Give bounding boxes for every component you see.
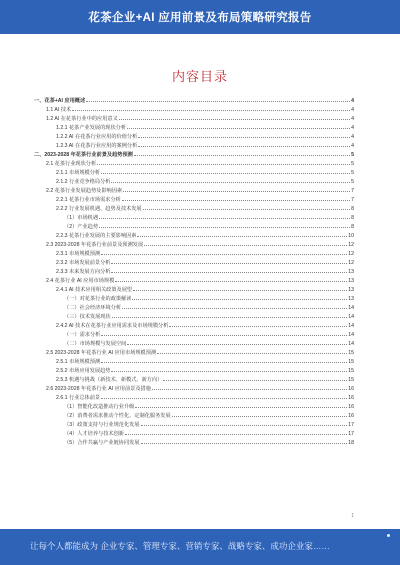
toc-entry-label: 2.4.2 AI 技术在花茶行业应用需求及市场规模分析 [56,323,169,329]
toc-dot-leader [112,317,348,318]
toc-dot-leader [152,389,347,390]
toc-entry[interactable] [34,149,354,158]
toc-entry-page: 4 [351,107,354,113]
toc-entry[interactable] [34,113,354,122]
toc-entry[interactable] [34,104,354,113]
toc-entry-label: （2）消费者需求推动个性化、定制化服务发展 [64,413,171,419]
toc-entry-label: 1.1 AI 技术 [46,107,72,113]
toc-entry[interactable] [34,365,354,374]
toc-entry-label: （1）市场机遇 [64,215,99,221]
toc-dot-leader [99,218,350,219]
toc-dot-leader [111,272,347,273]
toc-entry-label: 2.5.3 机遇与挑战（新技术、新模式、新方向） [56,377,163,383]
toc-dot-leader [135,407,347,408]
toc-entry[interactable] [34,158,354,167]
toc-entry-page: 15 [348,377,354,383]
toc-dot-leader [127,128,350,129]
toc-entry[interactable] [34,338,354,347]
toc-entry-page: 4 [351,98,354,104]
toc-entry-label: 2.6 2023-2028 年花茶行业 AI 应用前景及措施 [46,386,151,392]
toc-entry[interactable] [34,203,354,212]
toc-entry-page: 14 [348,314,354,320]
toc-entry[interactable] [34,392,354,401]
toc-dot-leader [134,155,350,156]
toc-dot-leader [101,173,350,174]
report-title: 花茶企业+AI 应用前景及布局策略研究报告 [88,12,312,24]
toc-dot-leader [144,245,347,246]
toc-entry-label: 2.5 2023-2028 年花茶行业 AI 应用市场规模预测 [46,350,157,356]
toc-entry-page: 8 [351,224,354,230]
toc-dot-leader [101,254,347,255]
toc-entry-label: 2.3.2 市场发展前景分析 [56,260,111,266]
toc-entry-label: 2.1.1 市场规模分析 [56,170,101,176]
toc-dot-leader [111,371,347,372]
toc-dot-leader [127,344,347,345]
toc-entry-page: 14 [348,341,354,347]
toc-entry-label: 2.3.1 市场规模预测 [56,251,101,257]
toc-entry[interactable] [34,230,354,239]
toc-entry[interactable] [34,383,354,392]
toc-entry-page: 12 [348,242,354,248]
table-of-contents [34,95,354,446]
toc-entry[interactable] [34,428,354,437]
toc-entry-page: 4 [351,116,354,122]
toc-entry-page: 13 [348,269,354,275]
toc-entry-label: 2.4 花茶行业 AI 应用市场规模 [46,278,115,284]
toc-entry-label: 2.5.1 市场规模预测 [56,359,101,365]
toc-entry-page: 18 [348,440,354,446]
toc-entry-page: 16 [348,404,354,410]
footer-slogan: 让每个人都能成为 企业专家、管理专家、营销专家、战略专家、成功企业家…… [30,541,330,551]
toc-entry[interactable] [34,320,354,329]
toc-entry-label: 2.2 花茶行业发展趋势及影响因素 [46,188,123,194]
toc-entry-page: 15 [348,350,354,356]
toc-dot-leader [141,425,348,426]
toc-entry-page: 10 [348,233,354,239]
toc-entry-label: （一）需求分析 [64,332,101,338]
toc-entry-page: 17 [348,422,354,428]
toc-entry[interactable] [34,356,354,365]
toc-entry-label: （4）人才培养与技术创新 [64,431,124,437]
toc-entry-label: 2.6.1 行业总体前景 [56,395,101,401]
toc-dot-leader [133,290,347,291]
toc-entry-label: 2.2.3 花茶行业发展的主要影响因素 [56,233,137,239]
toc-dot-leader [157,353,347,354]
toc-entry[interactable] [34,410,354,419]
toc-entry-page: 16 [348,413,354,419]
toc-entry-page: 7 [351,197,354,203]
toc-dot-leader [132,299,347,300]
footer-dot-icon [387,534,390,537]
toc-entry[interactable] [34,266,354,275]
page-number: 1 [351,513,354,519]
toc-entry[interactable] [34,347,354,356]
toc-dot-leader [122,200,350,201]
toc-dot-leader [141,443,348,444]
toc-entry[interactable] [34,257,354,266]
toc-entry-label: （3）政策支持与行业规范化发展 [64,422,140,428]
toc-entry-label: 1.2.1 花茶产业发展的现状分析 [56,125,127,131]
toc-entry-page: 15 [348,368,354,374]
toc-entry-label: （二）市场规模与发展空间 [64,341,127,347]
toc-entry-page: 5 [351,170,354,176]
toc-dot-leader [119,119,350,120]
toc-entry-label: 1.2.2 AI 在花茶行业应用的价值分析 [56,134,138,140]
report-header-bar [0,0,400,34]
toc-entry-label: 2.2.1 花茶行业市场需求分析 [56,197,121,203]
toc-entry[interactable] [34,185,354,194]
toc-dot-leader [111,182,350,183]
toc-entry[interactable] [34,176,354,185]
toc-entry-label: 1.2 AI 在花茶行业中的应用意义 [46,116,118,122]
toc-dot-leader [125,434,347,435]
toc-entry-page: 13 [348,278,354,284]
toc-entry-page: 13 [348,296,354,302]
toc-entry[interactable] [34,329,354,338]
toc-entry-page: 14 [348,305,354,311]
toc-entry[interactable] [34,401,354,410]
toc-entry-page: 14 [348,323,354,329]
toc-entry[interactable] [34,212,354,221]
toc-entry[interactable] [34,275,354,284]
toc-entry-page: 12 [348,251,354,257]
toc-dot-leader [138,137,350,138]
toc-dot-leader [169,326,347,327]
toc-entry[interactable] [34,311,354,320]
toc-dot-leader [122,308,347,309]
toc-entry[interactable] [34,122,354,131]
toc-entry[interactable] [34,437,354,446]
toc-entry-label: 2.4.1 AI 技术应用相关政策及展望 [56,287,133,293]
toc-entry-label: 2.2.2 行业发展机遇、趋势及技术发展 [56,206,142,212]
toc-entry-page: 17 [348,431,354,437]
toc-entry-page: 16 [348,395,354,401]
toc-entry-label: （2）产业趋势 [64,224,99,230]
toc-heading: 内容目录 [171,69,228,84]
toc-entry-page: 13 [348,287,354,293]
toc-entry-label: 2.3.3 未来发展方向分析 [56,269,111,275]
toc-dot-leader [172,416,348,417]
toc-dot-leader [111,263,347,264]
toc-entry[interactable] [34,131,354,140]
toc-dot-leader [72,110,350,111]
toc-entry-page: 4 [351,143,354,149]
toc-dot-leader [115,281,347,282]
toc-entry-page: 8 [351,206,354,212]
toc-entry-page: 14 [348,332,354,338]
toc-entry-page: 5 [351,161,354,167]
toc-entry-label: （二）社会经济环境分析 [64,305,122,311]
footer-bar [0,529,400,565]
toc-dot-leader [97,164,350,165]
toc-entry[interactable] [34,248,354,257]
toc-entry[interactable] [34,140,354,149]
toc-entry[interactable] [34,293,354,302]
toc-entry-label: （一）对花茶行业的政策解读 [64,296,132,302]
toc-dot-leader [86,101,350,102]
toc-entry-label: 一、花茶+AI 应用概述 [34,98,86,104]
toc-dot-leader [138,146,350,147]
toc-dot-leader [143,209,351,210]
toc-entry[interactable] [34,194,354,203]
toc-dot-leader [137,236,347,237]
toc-entry[interactable] [34,284,354,293]
toc-dot-leader [163,380,347,381]
toc-entry-page: 12 [348,260,354,266]
toc-dot-leader [101,398,347,399]
toc-entry-label: （5）合作共赢与产业链协同发展 [64,440,140,446]
toc-entry-page: 4 [351,125,354,131]
toc-entry-label: （三）技术发展现状 [64,314,111,320]
toc-entry-page: 8 [351,215,354,221]
toc-entry-label: 2.1.2 行业竞争格局分析 [56,179,111,185]
toc-entry-page: 5 [351,179,354,185]
toc-entry[interactable] [34,239,354,248]
toc-dot-leader [123,191,350,192]
toc-entry-page: 4 [351,134,354,140]
toc-entry-label: （1）智能化改造推动行业升级 [64,404,135,410]
toc-entry-label: 2.3 2023-2028 年花茶行业前景及预测发展 [46,242,144,248]
toc-entry-label: 二、2023-2028 年花茶行业前景及趋势预测 [34,152,133,158]
toc-entry-page: 7 [351,188,354,194]
toc-entry-page: 15 [348,359,354,365]
toc-entry-label: 2.1 花茶行业现状分析 [46,161,97,167]
toc-entry-page: 16 [348,386,354,392]
toc-entry[interactable] [34,302,354,311]
toc-entry-label: 1.2.3 AI 在花茶行业应用的案例分析 [56,143,138,149]
toc-dot-leader [101,335,347,336]
toc-entry[interactable] [34,95,354,104]
toc-entry[interactable] [34,419,354,428]
toc-entry-page: 5 [351,152,354,158]
toc-dot-leader [99,227,350,228]
toc-entry[interactable] [34,167,354,176]
toc-entry-label: 2.5.2 市场应用发展趋势 [56,368,111,374]
toc-entry[interactable] [34,221,354,230]
toc-entry[interactable] [34,374,354,383]
toc-dot-leader [101,362,347,363]
